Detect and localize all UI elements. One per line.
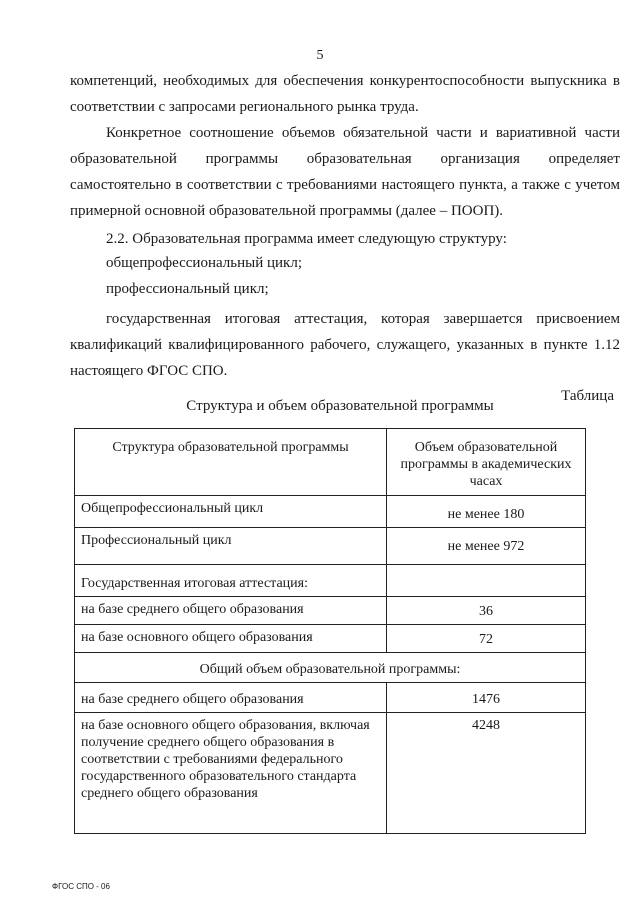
- table-header-volume: Объем образовательной программы в академических часах: [387, 429, 586, 496]
- table-row: [75, 625, 586, 653]
- table-cell-value: 1476: [387, 683, 586, 713]
- table-cell-value: [387, 565, 586, 597]
- list-item: общепрофессиональный цикл;: [106, 255, 302, 271]
- table-row: [75, 597, 586, 625]
- list-item: профессиональный цикл;: [106, 281, 269, 297]
- table-cell-name: на базе среднего общего образования: [75, 597, 387, 625]
- table-cell-value: 36: [387, 597, 586, 625]
- table-cell-value: не менее 972: [387, 528, 586, 565]
- page-number: 5: [316, 48, 324, 63]
- table-cell-value: не менее 180: [387, 496, 586, 528]
- table-total-row: [75, 653, 586, 683]
- table-cell-name: Государственная итоговая аттестация:: [75, 565, 387, 597]
- table-cell-value: 72: [387, 625, 586, 653]
- table-header-row: [75, 429, 586, 496]
- table-cell-name: на базе среднего общего образования: [75, 683, 387, 713]
- table-cell-name: на базе основного общего образования: [75, 625, 387, 653]
- footer-doc-code: ФГОС СПО - 06: [52, 882, 110, 891]
- table-cell-name: на базе основного общего образования, включая получение среднего общего образования в соответствии с требованиями федерального государственного образовательного стандарта среднего общего образования: [75, 713, 387, 834]
- table-cell-value: 4248: [387, 713, 586, 834]
- paragraph-ratio: Конкретное соотношение объемов обязательной части и вариативной части образовательной программы образовательная организация определяет самостоятельно в соответствии с требованиями настоящего пункта, а также с учетом примерной основной образовательной программы (далее – ПООП).: [70, 125, 620, 219]
- table-row: [75, 528, 586, 565]
- table-row: [75, 496, 586, 528]
- paragraph-attestation: государственная итоговая аттестация, которая завершается присвоением квалификаций квалифицированного рабочего, служащего, указанных в пункте 1.12 настоящего ФГОС СПО.: [70, 311, 620, 379]
- table-title: Структура и объем образовательной программы: [186, 398, 494, 414]
- table-cell-name: Профессиональный цикл: [75, 528, 387, 565]
- table-row: [75, 713, 586, 834]
- table-label: Таблица: [561, 388, 614, 404]
- paragraph-competencies: компетенций, необходимых для обеспечения конкурентоспособности выпускника в соответствии с запросами регионального рынка труда.: [70, 73, 620, 115]
- table-cell-name: Общепрофессиональный цикл: [75, 496, 387, 528]
- structure-table: [74, 428, 586, 834]
- structure-heading: 2.2. Образовательная программа имеет следующую структуру:: [106, 231, 507, 247]
- table-row: [75, 565, 586, 597]
- table-row: [75, 683, 586, 713]
- table-total-label: Общий объем образовательной программы:: [75, 653, 586, 683]
- table-header-structure: Структура образовательной программы: [75, 429, 387, 496]
